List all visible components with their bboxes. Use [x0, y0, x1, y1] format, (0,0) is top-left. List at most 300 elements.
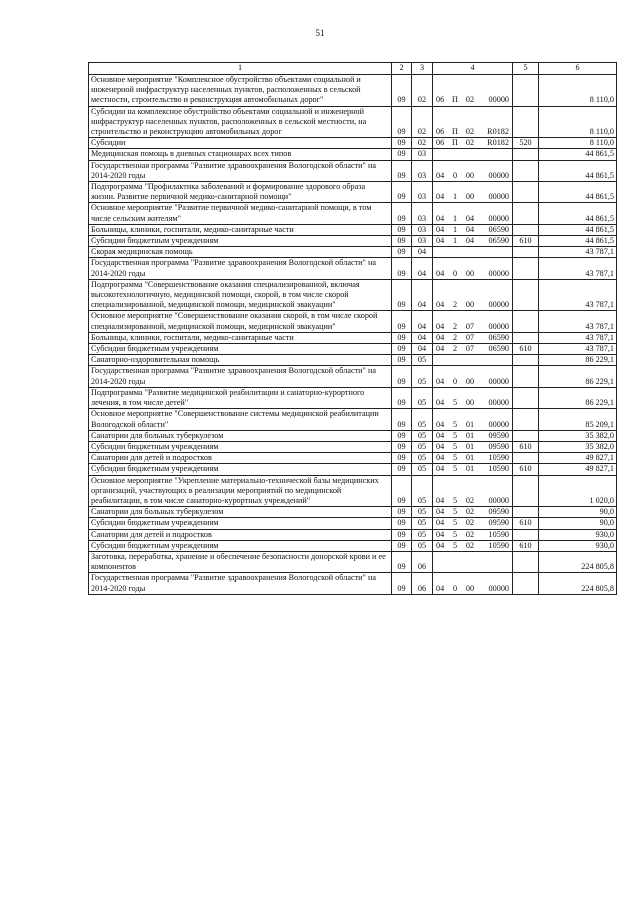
target-event-code: 01: [465, 430, 475, 440]
row-subsection-code: 03: [412, 149, 433, 160]
row-section-code: 09: [392, 464, 412, 475]
row-section-code: 09: [392, 247, 412, 258]
row-target-article: [433, 138, 513, 149]
target-program-code: 04: [436, 529, 445, 539]
row-amount: 44 861,5: [539, 160, 617, 181]
row-target-article: [433, 106, 513, 138]
row-expense-type: 610: [513, 441, 539, 452]
row-expense-type: [513, 430, 539, 441]
target-program-code: 04: [436, 419, 445, 429]
target-event-code: 02: [465, 540, 475, 550]
table-row: [89, 332, 617, 343]
row-expense-type: [513, 366, 539, 387]
row-amount: 43 787,1: [539, 279, 617, 311]
row-subsection-code: 05: [412, 366, 433, 387]
row-subsection-code: 03: [412, 182, 433, 203]
table-row: [89, 355, 617, 366]
target-program-code: 04: [436, 540, 445, 550]
target-subprogram-code: 1: [452, 213, 458, 223]
table-row: [89, 387, 617, 408]
row-section-code: 09: [392, 75, 412, 107]
target-direction-code: 10590: [488, 529, 509, 539]
column-header-target-article: 4: [433, 63, 513, 75]
target-direction-code: 06590: [488, 344, 509, 354]
target-event-code: 01: [465, 453, 475, 463]
target-subprogram-code: 0: [452, 583, 458, 593]
row-subsection-code: 03: [412, 203, 433, 224]
target-program-code: 06: [436, 95, 445, 105]
row-section-code: 09: [392, 332, 412, 343]
target-program-code: 04: [436, 268, 445, 278]
budget-table: [88, 62, 617, 595]
target-direction-code: 00000: [488, 398, 509, 408]
target-program-code: 06: [436, 138, 445, 148]
row-name: Санатории для детей и подростков: [89, 453, 392, 464]
column-header-expense-type: 5: [513, 63, 539, 75]
target-program-code: 04: [436, 170, 445, 180]
target-direction-code: 00000: [488, 213, 509, 223]
row-expense-type: [513, 355, 539, 366]
row-subsection-code: 05: [412, 507, 433, 518]
row-amount: 49 827,1: [539, 453, 617, 464]
target-program-code: 04: [436, 430, 445, 440]
target-event-code: 07: [465, 344, 475, 354]
row-target-article: [433, 160, 513, 181]
row-name: Скорая медицинская помощь: [89, 247, 392, 258]
target-event-code: 04: [465, 224, 475, 234]
row-amount: 90,0: [539, 518, 617, 529]
target-subprogram-code: 2: [452, 344, 458, 354]
row-expense-type: [513, 160, 539, 181]
target-direction-code: 00000: [488, 192, 509, 202]
row-amount: 8 110,0: [539, 106, 617, 138]
target-direction-code: 00000: [488, 419, 509, 429]
table-row: [89, 453, 617, 464]
target-direction-code: 09590: [488, 507, 509, 517]
row-target-article: [433, 149, 513, 160]
target-program-code: 04: [436, 583, 445, 593]
row-section-code: 09: [392, 224, 412, 235]
row-section-code: 09: [392, 507, 412, 518]
row-amount: 44 861,5: [539, 182, 617, 203]
row-amount: 43 787,1: [539, 247, 617, 258]
row-amount: 85 209,1: [539, 409, 617, 430]
row-amount: 43 787,1: [539, 311, 617, 332]
target-program-code: 04: [436, 344, 445, 354]
target-direction-code: R0182: [487, 138, 509, 148]
target-direction-code: 10590: [488, 464, 509, 474]
target-event-code: 02: [465, 507, 475, 517]
row-subsection-code: 04: [412, 247, 433, 258]
row-expense-type: 610: [513, 344, 539, 355]
target-subprogram-code: 5: [452, 507, 458, 517]
row-expense-type: [513, 311, 539, 332]
target-program-code: 04: [436, 224, 445, 234]
target-program-code: 04: [436, 495, 445, 505]
row-section-code: 09: [392, 355, 412, 366]
target-program-code: 04: [436, 518, 445, 528]
row-subsection-code: 02: [412, 138, 433, 149]
table-row: [89, 540, 617, 551]
target-subprogram-code: 5: [452, 441, 458, 451]
target-event-code: 00: [465, 192, 475, 202]
row-name: Подпрограмма "Совершенствование оказания специализированной, включая высокотехнологичную, медицинской помощи, скорой, в том числе скорой специализированной, медицинской помощи, медицинской эвакуации": [89, 279, 392, 311]
row-amount: 49 827,1: [539, 464, 617, 475]
row-target-article: [433, 387, 513, 408]
row-target-article: [433, 258, 513, 279]
target-event-code: 00: [465, 583, 475, 593]
row-name: Основное мероприятие "Совершенствование системы медицинской реабилитации Вологодской области": [89, 409, 392, 430]
target-event-code: 00: [465, 170, 475, 180]
target-program-code: 04: [436, 441, 445, 451]
target-subprogram-code: 5: [452, 419, 458, 429]
target-direction-code: 00000: [488, 268, 509, 278]
target-program-code: 04: [436, 321, 445, 331]
target-program-code: 04: [436, 464, 445, 474]
target-direction-code: 00000: [488, 300, 509, 310]
row-target-article: [433, 236, 513, 247]
target-event-code: 02: [465, 95, 475, 105]
table-row: [89, 247, 617, 258]
row-section-code: 09: [392, 409, 412, 430]
target-subprogram-code: 0: [452, 376, 458, 386]
target-subprogram-code: 5: [452, 430, 458, 440]
table-row: [89, 507, 617, 518]
row-subsection-code: 05: [412, 475, 433, 507]
target-program-code: 04: [436, 300, 445, 310]
row-name: Основное мероприятие "Укрепление материально-технической базы медицинских организаций, участвующих в реализации мероприятий по медицинской реабилитации, в том числе санаторно-курортных учреждений": [89, 475, 392, 507]
target-program-code: 04: [436, 376, 445, 386]
target-event-code: 02: [465, 495, 475, 505]
row-target-article: [433, 540, 513, 551]
row-subsection-code: 05: [412, 540, 433, 551]
target-direction-code: 09590: [488, 441, 509, 451]
table-row: [89, 149, 617, 160]
target-event-code: 02: [465, 127, 475, 137]
target-subprogram-code: 0: [452, 268, 458, 278]
row-expense-type: 610: [513, 464, 539, 475]
target-program-code: 06: [436, 127, 445, 137]
target-subprogram-code: 1: [452, 236, 458, 246]
row-section-code: 09: [392, 106, 412, 138]
row-name: Подпрограмма "Развитие медицинской реабилитации и санаторно-курортного лечения, в том числе детей": [89, 387, 392, 408]
row-expense-type: 520: [513, 138, 539, 149]
row-section-code: 09: [392, 138, 412, 149]
row-amount: 44 861,5: [539, 236, 617, 247]
row-name: Подпрограмма "Профилактика заболеваний и формирование здорового образа жизни. Развитие первичной медико-санитарной помощи": [89, 182, 392, 203]
row-expense-type: [513, 224, 539, 235]
row-section-code: 09: [392, 279, 412, 311]
row-name: Основное мероприятие "Развитие первичной медико-санитарной помощи, в том числе сельским жителям": [89, 203, 392, 224]
target-event-code: 00: [465, 300, 475, 310]
row-amount: 44 861,5: [539, 224, 617, 235]
row-name: Основное мероприятие "Комплексное обустройство объектами социальной и инженерной инфраструктур населенных пунктов, расположенных в сельской местности, строительство и реконструкция автомобильных дорог": [89, 75, 392, 107]
row-section-code: 09: [392, 441, 412, 452]
row-name: Больницы, клиники, госпитали, медико-санитарные части: [89, 224, 392, 235]
target-program-code: 04: [436, 192, 445, 202]
row-section-code: 09: [392, 258, 412, 279]
row-target-article: [433, 464, 513, 475]
row-section-code: 09: [392, 311, 412, 332]
target-direction-code: 00000: [488, 170, 509, 180]
row-name: Государственная программа "Развитие здравоохранения Вологодской области" на 2014-2020 годы: [89, 160, 392, 181]
target-subprogram-code: П: [452, 127, 458, 137]
row-subsection-code: 05: [412, 464, 433, 475]
row-target-article: [433, 430, 513, 441]
row-amount: 1 020,0: [539, 475, 617, 507]
target-event-code: 04: [465, 213, 475, 223]
row-target-article: [433, 475, 513, 507]
target-event-code: 00: [465, 376, 475, 386]
row-target-article: [433, 453, 513, 464]
row-target-article: [433, 441, 513, 452]
target-direction-code: R0182: [487, 127, 509, 137]
row-target-article: [433, 507, 513, 518]
row-target-article: [433, 182, 513, 203]
table-row: [89, 475, 617, 507]
row-section-code: 09: [392, 551, 412, 572]
target-direction-code: 00000: [488, 95, 509, 105]
row-name: Заготовка, переработка, хранение и обеспечение безопасности донорской крови и ее компонентов: [89, 551, 392, 572]
row-section-code: 09: [392, 366, 412, 387]
row-target-article: [433, 551, 513, 572]
column-header-amount: 6: [539, 63, 617, 75]
table-row: [89, 430, 617, 441]
row-amount: 224 805,8: [539, 573, 617, 594]
target-event-code: 01: [465, 419, 475, 429]
row-expense-type: [513, 573, 539, 594]
column-header-subsection: 3: [412, 63, 433, 75]
row-amount: 8 110,0: [539, 75, 617, 107]
row-amount: 43 787,1: [539, 332, 617, 343]
row-target-article: [433, 355, 513, 366]
target-event-code: 00: [465, 398, 475, 408]
target-event-code: 01: [465, 441, 475, 451]
table-row: [89, 464, 617, 475]
target-direction-code: 00000: [488, 495, 509, 505]
row-section-code: 09: [392, 387, 412, 408]
row-name: Субсидии бюджетным учреждениям: [89, 464, 392, 475]
row-subsection-code: 03: [412, 160, 433, 181]
row-subsection-code: 04: [412, 311, 433, 332]
row-subsection-code: 05: [412, 453, 433, 464]
row-amount: 44 861,5: [539, 149, 617, 160]
target-direction-code: 09590: [488, 518, 509, 528]
target-subprogram-code: П: [452, 95, 458, 105]
row-expense-type: [513, 475, 539, 507]
row-name: Санатории для больных туберкулезом: [89, 430, 392, 441]
row-subsection-code: 05: [412, 441, 433, 452]
row-expense-type: 610: [513, 518, 539, 529]
table-row: [89, 75, 617, 107]
target-subprogram-code: 2: [452, 300, 458, 310]
target-subprogram-code: 5: [452, 529, 458, 539]
row-subsection-code: 04: [412, 258, 433, 279]
table-row: [89, 551, 617, 572]
row-subsection-code: 05: [412, 529, 433, 540]
row-target-article: [433, 409, 513, 430]
row-section-code: 09: [392, 573, 412, 594]
row-name: Основное мероприятие "Совершенствование оказания скорой, в том числе скорой специализированной, медицинской помощи, медицинской эвакуации": [89, 311, 392, 332]
row-expense-type: [513, 332, 539, 343]
target-subprogram-code: 0: [452, 170, 458, 180]
row-subsection-code: 05: [412, 518, 433, 529]
row-name: Санаторно-оздоровительная помощь: [89, 355, 392, 366]
row-amount: 930,0: [539, 529, 617, 540]
table-row: [89, 529, 617, 540]
table-row: [89, 573, 617, 594]
row-expense-type: [513, 551, 539, 572]
row-expense-type: [513, 453, 539, 464]
target-direction-code: 10590: [488, 540, 509, 550]
row-expense-type: [513, 507, 539, 518]
table-row: [89, 138, 617, 149]
row-expense-type: [513, 106, 539, 138]
row-subsection-code: 02: [412, 106, 433, 138]
row-target-article: [433, 279, 513, 311]
row-name: Субсидии бюджетным учреждениям: [89, 236, 392, 247]
target-direction-code: 10590: [488, 453, 509, 463]
row-expense-type: [513, 279, 539, 311]
row-expense-type: [513, 529, 539, 540]
row-subsection-code: 05: [412, 430, 433, 441]
table-row: [89, 518, 617, 529]
row-amount: 35 382,0: [539, 430, 617, 441]
row-section-code: 09: [392, 540, 412, 551]
row-subsection-code: 02: [412, 75, 433, 107]
target-subprogram-code: 5: [452, 464, 458, 474]
target-subprogram-code: П: [452, 138, 458, 148]
target-event-code: 07: [465, 321, 475, 331]
row-name: Государственная программа "Развитие здравоохранения Вологодской области" на 2014-2020 годы: [89, 573, 392, 594]
table-header-row: [89, 63, 617, 75]
target-subprogram-code: 5: [452, 518, 458, 528]
row-subsection-code: 06: [412, 573, 433, 594]
row-target-article: [433, 344, 513, 355]
row-expense-type: [513, 409, 539, 430]
row-subsection-code: 05: [412, 387, 433, 408]
target-subprogram-code: 5: [452, 398, 458, 408]
table-row: [89, 160, 617, 181]
row-amount: 8 110,0: [539, 138, 617, 149]
table-row: [89, 409, 617, 430]
target-subprogram-code: 2: [452, 321, 458, 331]
table-row: [89, 344, 617, 355]
row-target-article: [433, 203, 513, 224]
target-event-code: 02: [465, 518, 475, 528]
row-target-article: [433, 332, 513, 343]
row-section-code: 09: [392, 529, 412, 540]
column-header-section: 2: [392, 63, 412, 75]
row-subsection-code: 05: [412, 409, 433, 430]
table-row: [89, 441, 617, 452]
row-amount: 90,0: [539, 507, 617, 518]
table-row: [89, 258, 617, 279]
target-direction-code: 06590: [488, 236, 509, 246]
row-name: Субсидии: [89, 138, 392, 149]
table-row: [89, 311, 617, 332]
target-direction-code: 06590: [488, 332, 509, 342]
row-subsection-code: 05: [412, 355, 433, 366]
target-event-code: 01: [465, 464, 475, 474]
row-subsection-code: 04: [412, 279, 433, 311]
target-event-code: 02: [465, 138, 475, 148]
row-amount: 224 805,8: [539, 551, 617, 572]
row-amount: 35 382,0: [539, 441, 617, 452]
target-subprogram-code: 1: [452, 224, 458, 234]
target-direction-code: 09590: [488, 430, 509, 440]
row-expense-type: [513, 387, 539, 408]
row-subsection-code: 03: [412, 236, 433, 247]
target-subprogram-code: 5: [452, 540, 458, 550]
row-name: Субсидии на комплексное обустройство объектами социальной и инженерной инфраструктур населенных пунктов, расположенных в сельской местности, на строительство и реконструкцию автомобильных дорог: [89, 106, 392, 138]
table-row: [89, 236, 617, 247]
row-name: Медицинская помощь в дневных стационарах всех типов: [89, 149, 392, 160]
target-subprogram-code: 5: [452, 495, 458, 505]
row-section-code: 09: [392, 344, 412, 355]
table-row: [89, 279, 617, 311]
row-target-article: [433, 366, 513, 387]
row-amount: 44 861,5: [539, 203, 617, 224]
row-expense-type: 610: [513, 236, 539, 247]
row-section-code: 09: [392, 149, 412, 160]
row-target-article: [433, 75, 513, 107]
row-target-article: [433, 224, 513, 235]
row-subsection-code: 06: [412, 551, 433, 572]
row-subsection-code: 03: [412, 224, 433, 235]
table-row: [89, 182, 617, 203]
target-event-code: 07: [465, 332, 475, 342]
row-expense-type: [513, 75, 539, 107]
row-amount: 86 229,1: [539, 366, 617, 387]
row-section-code: 09: [392, 182, 412, 203]
table-row: [89, 224, 617, 235]
row-target-article: [433, 247, 513, 258]
row-target-article: [433, 311, 513, 332]
target-direction-code: 00000: [488, 583, 509, 593]
row-subsection-code: 04: [412, 344, 433, 355]
row-target-article: [433, 573, 513, 594]
target-program-code: 04: [436, 507, 445, 517]
table-row: [89, 106, 617, 138]
row-section-code: 09: [392, 453, 412, 464]
table-row: [89, 366, 617, 387]
target-event-code: 00: [465, 268, 475, 278]
table-row: [89, 203, 617, 224]
row-name: Санатории для больных туберкулезом: [89, 507, 392, 518]
row-amount: 43 787,1: [539, 344, 617, 355]
row-target-article: [433, 518, 513, 529]
row-amount: 86 229,1: [539, 387, 617, 408]
row-section-code: 09: [392, 236, 412, 247]
row-amount: 930,0: [539, 540, 617, 551]
column-header-name: 1: [89, 63, 392, 75]
row-section-code: 09: [392, 518, 412, 529]
row-expense-type: [513, 258, 539, 279]
row-name: Государственная программа "Развитие здравоохранения Вологодской области" на 2014-2020 годы: [89, 258, 392, 279]
target-direction-code: 00000: [488, 376, 509, 386]
row-expense-type: [513, 149, 539, 160]
page-number: 51: [315, 28, 325, 38]
target-program-code: 04: [436, 453, 445, 463]
row-name: Субсидии бюджетным учреждениям: [89, 518, 392, 529]
target-subprogram-code: 5: [452, 453, 458, 463]
row-expense-type: [513, 203, 539, 224]
target-program-code: 04: [436, 332, 445, 342]
target-program-code: 04: [436, 213, 445, 223]
target-subprogram-code: 2: [452, 332, 458, 342]
row-expense-type: [513, 247, 539, 258]
